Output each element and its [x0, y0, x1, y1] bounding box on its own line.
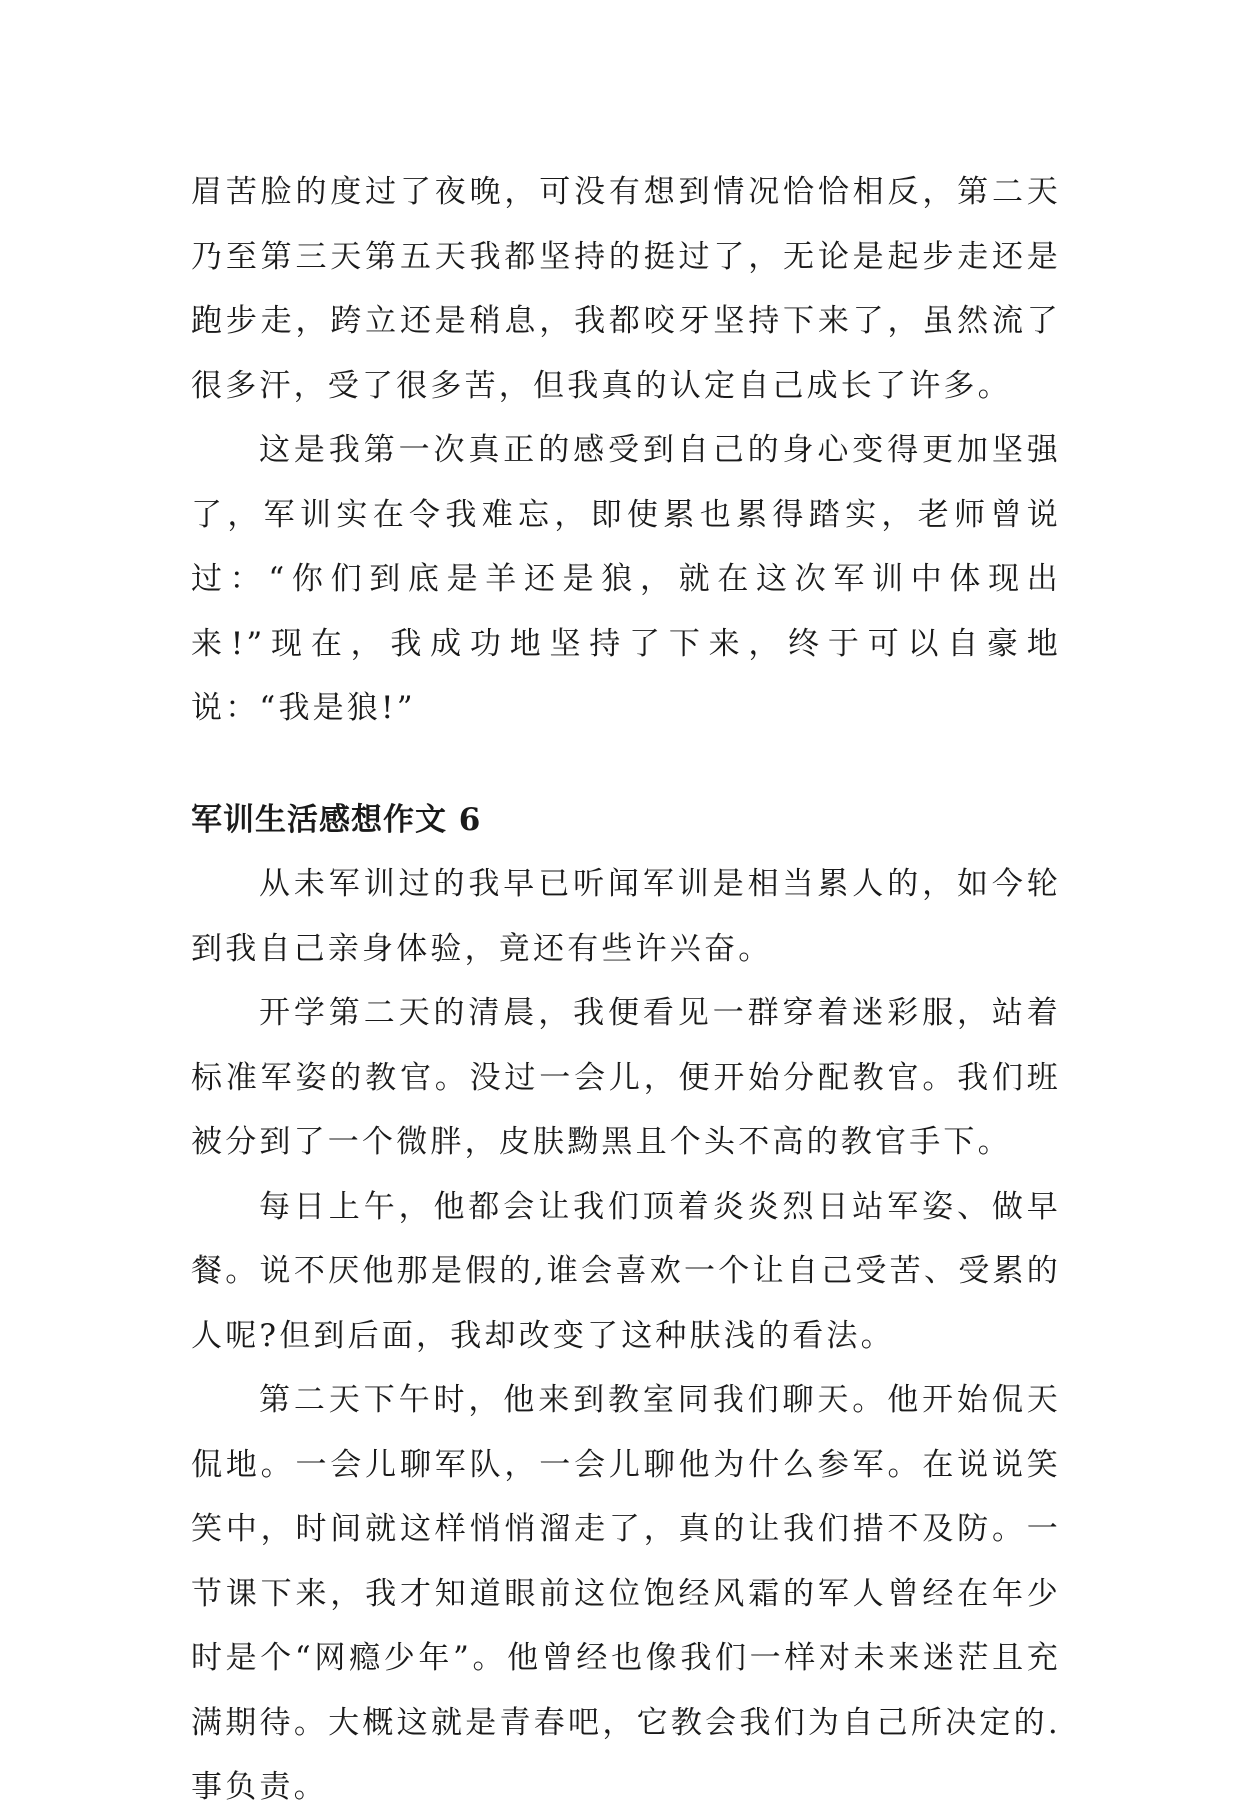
paragraph-3: 从未军训过的我早已听闻军训是相当累人的，如今轮到我自己亲身体验，竟还有些许兴奋。 — [191, 866, 1061, 967]
paragraph-1: 眉苦脸的度过了夜晚，可没有想到情况恰恰相反，第二天乃至第三天第五天我都坚持的挺过了，无论是起步走还是跑步走，跨立还是稍息，我都咬牙坚持下来了，虽然流了很多汗，受了很多苦，但我真的认定自己成长了许多。 — [191, 174, 1061, 404]
paragraph-4: 开学第二天的清晨，我便看见一群穿着迷彩服，站着标准军姿的教官。没过一会儿，便开始分配教官。我们班被分到了一个微胖，皮肤黝黑且个头不高的教官手下。 — [191, 995, 1061, 1160]
section-title: 军训生活感想作文 6 — [191, 801, 482, 838]
paragraph-5: 每日上午，他都会让我们顶着炎炎烈日站军姿、做早餐。说不厌他那是假的,谁会喜欢一个让自己受苦、受累的人呢?但到后面，我却改变了这种肤浅的看法。 — [191, 1188, 1061, 1354]
section-gap — [191, 741, 1061, 788]
document-body — [191, 160, 1061, 1820]
paragraph-6: 第二天下午时，他来到教室同我们聊天。他开始侃天侃地。一会儿聊军队，一会儿聊他为什么参军。在说说笑笑中，时间就这样悄悄溜走了，真的让我们措不及防。一节课下来，我才知道眼前这位饱经风霜的军人曾经在年少时是个“网瘾少年”。他曾经也像我们一样对未来迷茫且充满期待。大概这就是青春吧，它教会我们为自己所决定的.事负责。 — [191, 1382, 1061, 1805]
paragraph-2: 这是我第一次真正的感受到自己的身心变得更加坚强了，军训实在令我难忘，即使累也累得踏实，老师曾说过：“你们到底是羊还是狼，就在这次军训中体现出来!”现在，我成功地坚持了下来，终于可以自豪地说：“我是狼!” — [191, 432, 1061, 726]
